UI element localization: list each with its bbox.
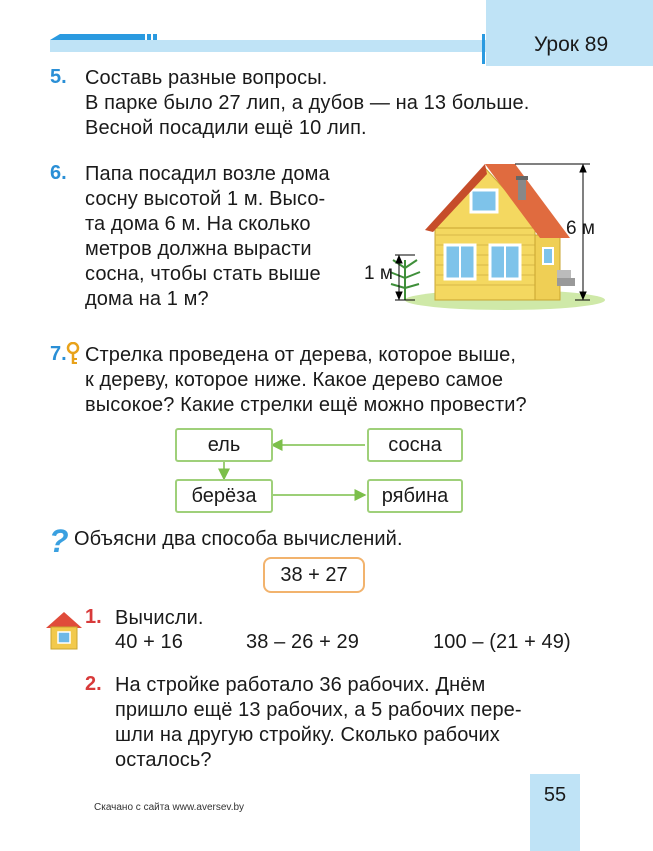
homework-1-number: 1. [85,606,102,628]
task-5-line: Составь разные вопросы. [85,67,328,89]
page-number-tab [530,774,580,851]
task-7-text [85,343,580,418]
tree-box-sosna: сосна [367,428,463,462]
homework-2-line: На стройке работало 36 рабочих. Днём [115,674,486,696]
expression-box: 38 + 27 [263,557,365,593]
task-6-line: сосна, чтобы стать выше [85,263,321,285]
page-number: 55 [543,784,567,806]
question-icon [47,524,71,558]
task-5-text [85,66,529,141]
lesson-title: Урок 89 [534,33,609,56]
task-5-line: В парке было 27 лип, а дубов — на 13 больше. [85,92,530,114]
task-6-text [85,162,360,312]
homework-expr-2: 38 – 26 + 29 [246,631,359,653]
task-6-line: Папа посадил возле дома [85,163,330,185]
homework-expr-1: 40 + 16 [115,631,183,653]
task-7-number: 7. [50,343,67,365]
task-6-line: сосну высотой 1 м. Высо- [85,188,326,210]
task-5-line: Весной посадили ещё 10 лип. [85,117,367,139]
homework-2-line: шли на другую стройку. Сколько рабочих [115,724,500,746]
key-icon [66,342,80,366]
tree-box-el: ель [175,428,273,462]
task-7-line: к дереву, которое ниже. Какое дерево самое [85,369,504,391]
task-6-line: та дома 6 м. На сколько [85,213,311,235]
source-note: Скачано с сайта www.aversev.by [94,802,245,813]
homework-expr-3: 100 – (21 + 49) [433,631,571,653]
homework-1-title: Вычисли. [115,607,204,629]
tree-box-bereza: берёза [175,479,273,513]
homework-2-line: пришло ещё 13 рабочих, а 5 рабочих пере- [115,699,522,721]
task-7-line: Стрелка проведена от дерева, которое выше, [85,344,517,366]
task-6-line: дома на 1 м? [85,288,209,310]
homework-2-line: осталось? [115,749,212,771]
explain-text: Объясни два способа вычислений. [74,528,403,550]
home-icon [44,608,84,652]
tree-height-label: 1 м [364,263,393,284]
homework-2-text [115,673,580,773]
homework-2-number: 2. [85,673,102,695]
task-6-line: метров должна вырасти [85,238,312,260]
task-6-number: 6. [50,162,67,184]
svg-text:?: ? [49,524,69,558]
task-7-line: высокое? Какие стрелки ещё можно провести? [85,394,527,416]
house-height-label: 6 м [566,218,595,239]
task-5-number: 5. [50,66,67,88]
tree-box-ryabina: рябина [367,479,463,513]
